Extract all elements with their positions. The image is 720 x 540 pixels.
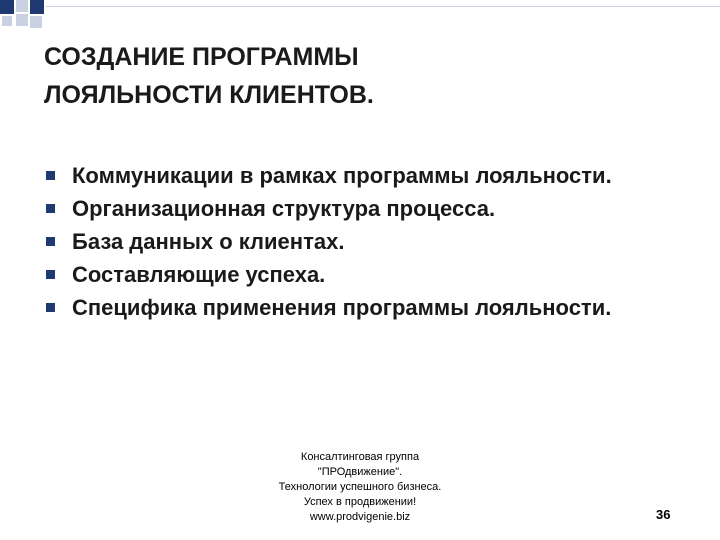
footer-line: Технологии успешного бизнеса. — [278, 481, 442, 493]
bullet-item — [46, 292, 666, 323]
decor-square-light-1 — [16, 0, 28, 12]
decor-square-light-2 — [16, 14, 28, 26]
square-bullet-icon — [46, 270, 55, 279]
footer-line: "ПРОдвижение". — [317, 466, 403, 478]
bullet-text: Составляющие успеха. — [72, 262, 326, 287]
bullet-item — [46, 193, 666, 224]
decor-square-light-3 — [30, 16, 42, 28]
decorative-squares — [0, 0, 720, 40]
decor-divider-line — [46, 6, 720, 7]
decor-square-dark-1 — [0, 0, 14, 14]
page-number: 36 — [656, 507, 671, 522]
footer-website: www.prodvigenie.biz — [309, 511, 411, 523]
decor-square-light-4 — [2, 16, 12, 26]
footer-line: Консалтинговая группа — [300, 451, 420, 463]
bullet-text: База данных о клиентах. — [72, 229, 345, 254]
bullet-item — [46, 259, 666, 290]
square-bullet-icon — [46, 303, 55, 312]
footer-credits — [255, 450, 465, 525]
slide-title-line-1: СОЗДАНИЕ ПРОГРАММЫ — [44, 43, 359, 71]
slide-title-line-2: ЛОЯЛЬНОСТИ КЛИЕНТОВ. — [44, 81, 374, 109]
square-bullet-icon — [46, 204, 55, 213]
bullet-list — [46, 160, 666, 325]
square-bullet-icon — [46, 237, 55, 246]
bullet-text: Коммуникации в рамках программы лояльности. — [72, 163, 612, 188]
footer-line: Успех в продвижении! — [303, 496, 417, 508]
bullet-item — [46, 226, 666, 257]
square-bullet-icon — [46, 171, 55, 180]
bullet-text: Организационная структура процесса. — [72, 196, 496, 221]
bullet-item — [46, 160, 666, 191]
bullet-text: Специфика применения программы лояльности. — [72, 295, 612, 320]
decor-square-dark-2 — [30, 0, 44, 14]
slide-title — [44, 38, 684, 114]
